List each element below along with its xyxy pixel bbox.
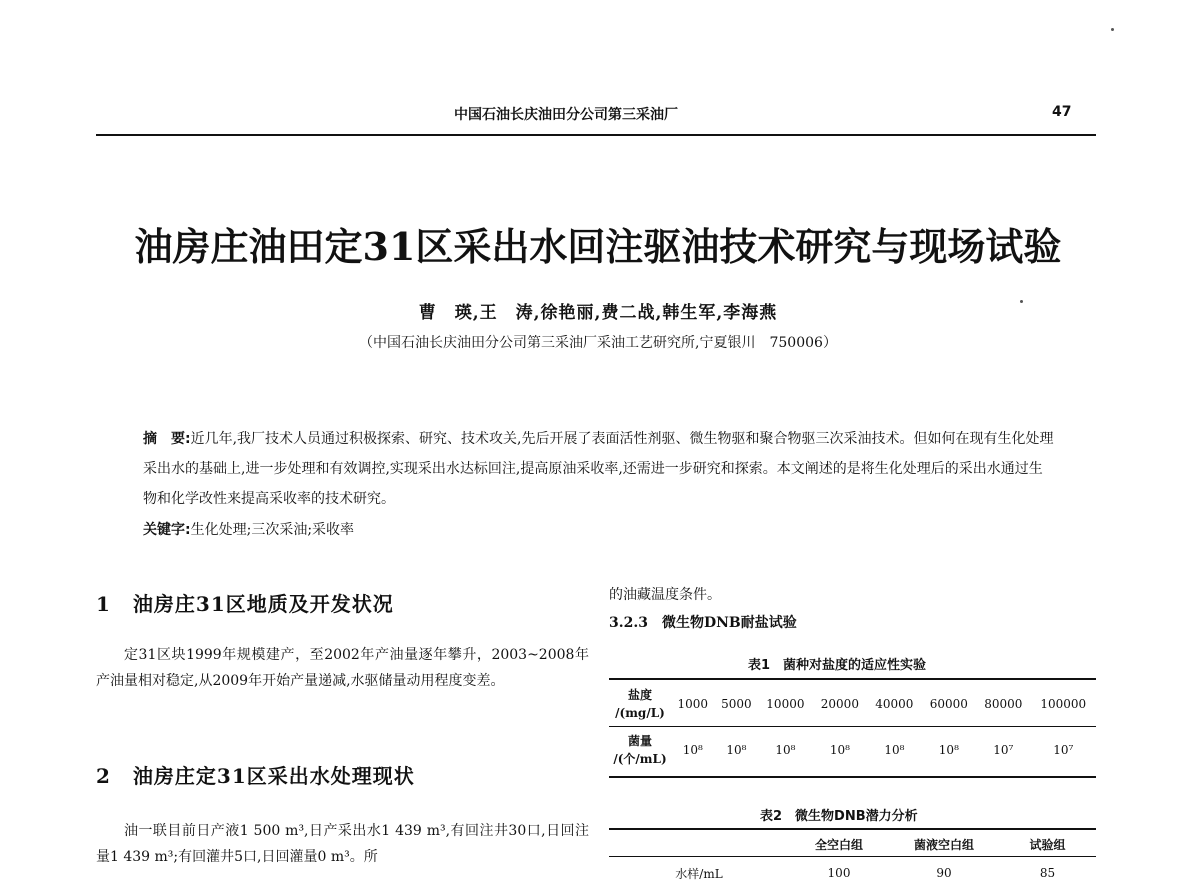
table-1-label-salinity: 盐度 [627, 687, 652, 702]
keywords-label: 关键字: [143, 522, 191, 538]
table-1-row-salinity [609, 682, 1096, 726]
table-1-row-label [609, 682, 671, 726]
table-1-cell: 20000 [820, 696, 859, 711]
table-1-cell: 10⁸ [938, 743, 959, 757]
abstract-text: 近几年,我厂技术人员通过积极探索、研究、技术攻关,先后开展了表面活性剂驱、微生物驱和聚合物驱三次采油技术。但如何在现有生化处理采出水的基础上,进一步处理和有效调控,实现采出水达标回注,提高原油采收率,还需进一步研究和探索。本文阐述的是将生化处理后的采出水通过生物和化学改性来提高采收率的技术研究。 [143, 431, 1054, 507]
table-1-label-count: 菌量 [627, 734, 652, 748]
section-1-number: 1 [96, 592, 111, 616]
abstract-label: 摘 要: [143, 431, 191, 447]
paper-affiliation: （中国石油长庆油田分公司第三采油厂采油工艺研究所,宁夏银川 750006） [359, 335, 837, 351]
table-2-header: 试验组 [1029, 838, 1066, 853]
table-1-bottom-rule [609, 776, 1096, 778]
table-1-cell: 100000 [1040, 696, 1087, 711]
table-2-header: 菌液空白组 [913, 838, 974, 853]
keywords [143, 519, 1055, 539]
abstract [143, 424, 1055, 514]
table-2-header: 全空白组 [814, 838, 863, 853]
table-2-cell: 90 [936, 866, 952, 880]
section-2-heading [96, 760, 415, 789]
table-1-cell: 10⁸ [726, 743, 747, 757]
table-1 [609, 682, 1096, 772]
header-rule [96, 134, 1096, 136]
table-1-cell: 10000 [766, 696, 805, 711]
table-1-label-unit: /(个/mL) [613, 752, 667, 766]
scan-speck [1111, 28, 1114, 31]
table-2-cell: 水样/mL [675, 866, 723, 881]
table-1-row-label [609, 728, 671, 772]
paper-title: 油房庄油田定31区采出水回注驱油技术研究与现场试验 [134, 224, 1062, 269]
table-1-cell: 10⁸ [884, 743, 905, 757]
table-1-top-rule [609, 678, 1096, 680]
section-1-heading [96, 588, 394, 617]
keywords-text: 生化处理;三次采油;采收率 [190, 522, 355, 538]
journal-header: 中国石油长庆油田分公司第三采油厂 [454, 107, 678, 123]
section-1-paragraph: 定31区块1999年规模建产，至2002年产油量逐年攀升，2003~2008年产油量相对稳定,从2009年开始产量递减,水驱储量动用程度变差。 [96, 647, 589, 689]
table-1-cell: 10⁸ [682, 743, 703, 757]
section-2-number: 2 [96, 764, 111, 788]
table-1-cell: 10⁷ [993, 743, 1014, 757]
table-1-cell: 10⁸ [775, 743, 796, 757]
subsection-3-2-3: 3.2.3 微生物DNB耐盐试验 [609, 615, 797, 631]
table-1-cell: 80000 [984, 696, 1023, 711]
table-2-caption: 表2 微生物DNB潜力分析 [760, 809, 918, 824]
table-2-top-rule [609, 828, 1096, 830]
table-1-cell: 1000 [677, 696, 709, 711]
table-1-caption: 表1 菌种对盐度的适应性实验 [748, 658, 927, 673]
table-2-cell: 85 [1039, 866, 1056, 880]
table-2-header-row [609, 834, 1096, 856]
table-2-row [609, 862, 1096, 884]
section-2-paragraph: 油一联目前日产液1 500 m³,日产采出水1 439 m³,有回注井30口,日回注量1 439 m³;有回灌井5口,日回灌量0 m³。所 [96, 823, 589, 865]
table-1-label-unit: /(mg/L) [615, 705, 665, 720]
table-1-cell: 10⁸ [829, 743, 850, 757]
section-1-title: 油房庄31区地质及开发状况 [132, 592, 394, 616]
table-1-cell: 40000 [875, 696, 914, 711]
table-2 [609, 834, 1096, 884]
table-1-cell: 60000 [929, 696, 968, 711]
page-number: 47 [1052, 104, 1072, 120]
table-1-cell: 10⁷ [1053, 743, 1074, 757]
section-2-title: 油房庄定31区采出水处理现状 [132, 764, 415, 788]
col2-continuation: 的油藏温度条件。 [609, 587, 721, 603]
paper-authors: 曹 瑛,王 涛,徐艳丽,费二战,韩生军,李海燕 [418, 303, 778, 323]
table-2-cell: 100 [827, 866, 851, 880]
table-1-row-count [609, 728, 1096, 772]
table-2-header [609, 834, 789, 856]
table-1-cell: 5000 [721, 696, 752, 711]
